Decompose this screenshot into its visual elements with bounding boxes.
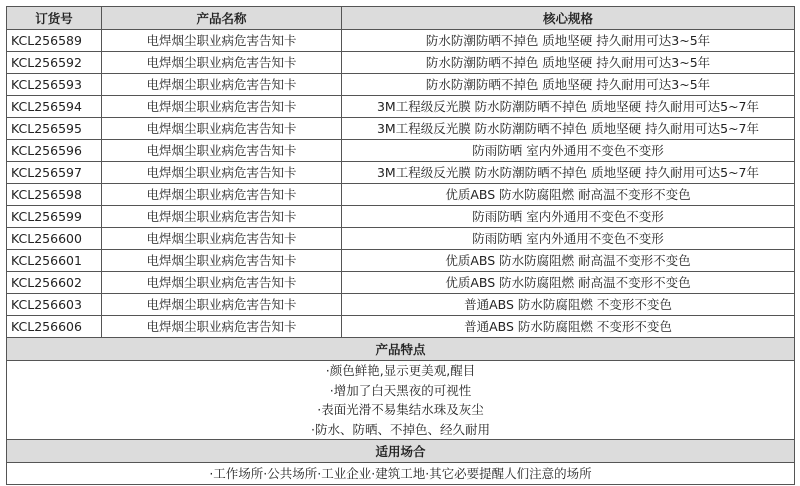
table-row <box>7 316 795 338</box>
features-title: 产品特点 <box>7 338 795 361</box>
order-code-cell: KCL256597 <box>7 162 102 184</box>
table-row <box>7 30 795 52</box>
product-name-cell: 电焊烟尘职业病危害告知卡 <box>102 316 342 338</box>
product-name-cell: 电焊烟尘职业病危害告知卡 <box>102 96 342 118</box>
order-code-cell: KCL256594 <box>7 96 102 118</box>
places-header-row <box>7 440 795 463</box>
table-row <box>7 140 795 162</box>
places-text: ·工作场所·公共场所·工业企业·建筑工地·其它必要提醒人们注意的场所 <box>7 463 795 485</box>
header-core-spec: 核心规格 <box>342 7 795 30</box>
table-row <box>7 118 795 140</box>
product-name-cell: 电焊烟尘职业病危害告知卡 <box>102 206 342 228</box>
product-name-cell: 电焊烟尘职业病危害告知卡 <box>102 30 342 52</box>
order-code-cell: KCL256593 <box>7 74 102 96</box>
order-code-cell: KCL256598 <box>7 184 102 206</box>
order-code-cell: KCL256596 <box>7 140 102 162</box>
features-list <box>7 361 795 440</box>
core-spec-cell: 优质ABS 防水防腐阻燃 耐高温不变形不变色 <box>342 184 795 206</box>
product-name-cell: 电焊烟尘职业病危害告知卡 <box>102 162 342 184</box>
product-name-cell: 电焊烟尘职业病危害告知卡 <box>102 118 342 140</box>
core-spec-cell: 3M工程级反光膜 防水防潮防晒不掉色 质地坚硬 持久耐用可达5~7年 <box>342 118 795 140</box>
feature-item: ·颜色鲜艳,显示更美观,醒目 <box>325 363 476 378</box>
core-spec-cell: 防雨防晒 室内外通用不变色不变形 <box>342 206 795 228</box>
order-code-cell: KCL256600 <box>7 228 102 250</box>
feature-item: ·防水、防晒、不掉色、经久耐用 <box>311 421 490 437</box>
product-name-cell: 电焊烟尘职业病危害告知卡 <box>102 228 342 250</box>
core-spec-cell: 普通ABS 防水防腐阻燃 不变形不变色 <box>342 294 795 316</box>
core-spec-cell: 防雨防晒 室内外通用不变色不变形 <box>342 228 795 250</box>
product-name-cell: 电焊烟尘职业病危害告知卡 <box>102 74 342 96</box>
table-row <box>7 250 795 272</box>
core-spec-cell: 优质ABS 防水防腐阻燃 耐高温不变形不变色 <box>342 250 795 272</box>
table-header-row <box>7 7 795 30</box>
features-row <box>7 361 795 440</box>
order-code-cell: KCL256606 <box>7 316 102 338</box>
product-name-cell: 电焊烟尘职业病危害告知卡 <box>102 184 342 206</box>
order-code-cell: KCL256599 <box>7 206 102 228</box>
order-code-cell: KCL256595 <box>7 118 102 140</box>
table-row <box>7 294 795 316</box>
table-body <box>7 30 795 338</box>
table-row <box>7 206 795 228</box>
core-spec-cell: 3M工程级反光膜 防水防潮防晒不掉色 质地坚硬 持久耐用可达5~7年 <box>342 96 795 118</box>
product-name-cell: 电焊烟尘职业病危害告知卡 <box>102 140 342 162</box>
feature-item: ·增加了白天黑夜的可视性 <box>329 382 472 398</box>
product-spec-table <box>6 6 795 485</box>
places-row <box>7 463 795 485</box>
table-row <box>7 184 795 206</box>
table-row <box>7 96 795 118</box>
table-row <box>7 52 795 74</box>
table-row <box>7 272 795 294</box>
core-spec-cell: 防水防潮防晒不掉色 质地坚硬 持久耐用可达3~5年 <box>342 74 795 96</box>
feature-item: ·表面光滑不易集结水珠及灰尘 <box>317 402 484 417</box>
order-code-cell: KCL256603 <box>7 294 102 316</box>
places-title: 适用场合 <box>7 440 795 463</box>
table-row <box>7 162 795 184</box>
product-name-cell: 电焊烟尘职业病危害告知卡 <box>102 52 342 74</box>
table-row <box>7 74 795 96</box>
features-header-row <box>7 338 795 361</box>
core-spec-cell: 优质ABS 防水防腐阻燃 耐高温不变形不变色 <box>342 272 795 294</box>
header-order-code: 订货号 <box>7 7 102 30</box>
order-code-cell: KCL256592 <box>7 52 102 74</box>
core-spec-cell: 防水防潮防晒不掉色 质地坚硬 持久耐用可达3~5年 <box>342 52 795 74</box>
order-code-cell: KCL256601 <box>7 250 102 272</box>
header-product-name: 产品名称 <box>102 7 342 30</box>
product-name-cell: 电焊烟尘职业病危害告知卡 <box>102 250 342 272</box>
core-spec-cell: 防雨防晒 室内外通用不变色不变形 <box>342 140 795 162</box>
product-name-cell: 电焊烟尘职业病危害告知卡 <box>102 272 342 294</box>
table-row <box>7 228 795 250</box>
core-spec-cell: 3M工程级反光膜 防水防潮防晒不掉色 质地坚硬 持久耐用可达5~7年 <box>342 162 795 184</box>
product-name-cell: 电焊烟尘职业病危害告知卡 <box>102 294 342 316</box>
order-code-cell: KCL256589 <box>7 30 102 52</box>
core-spec-cell: 防水防潮防晒不掉色 质地坚硬 持久耐用可达3~5年 <box>342 30 795 52</box>
core-spec-cell: 普通ABS 防水防腐阻燃 不变形不变色 <box>342 316 795 338</box>
order-code-cell: KCL256602 <box>7 272 102 294</box>
